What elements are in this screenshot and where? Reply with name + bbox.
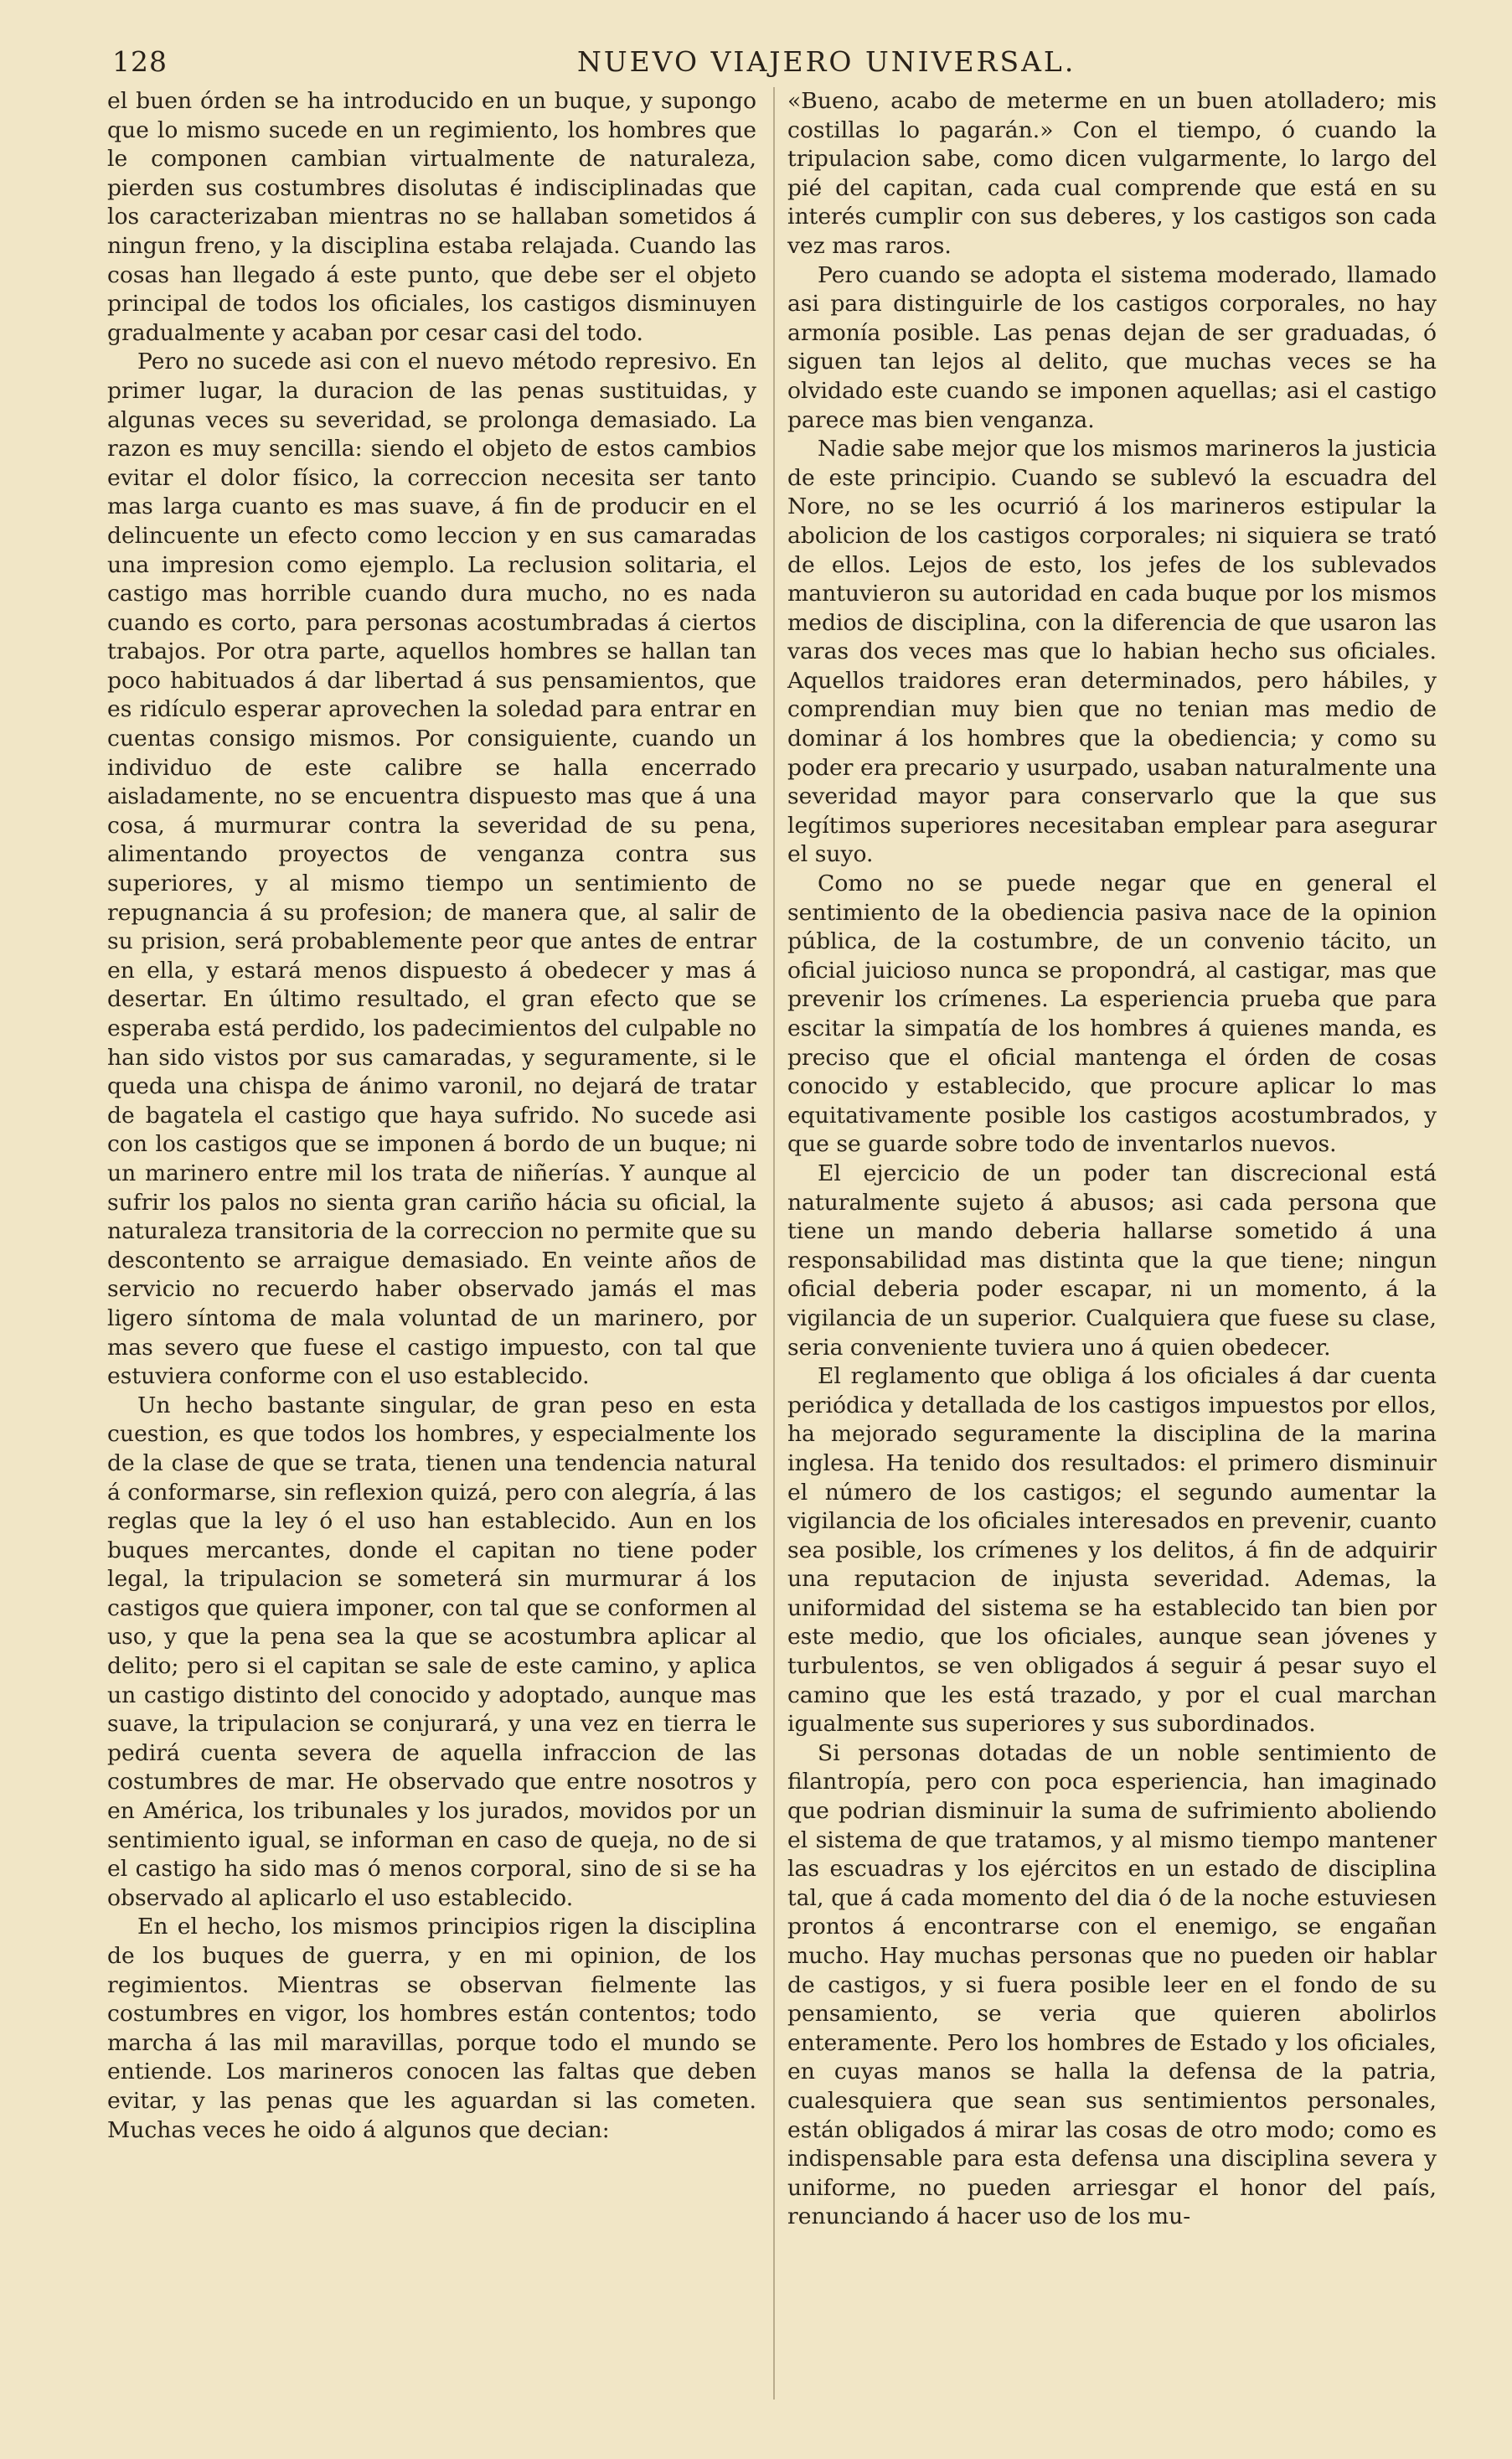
column-divider — [773, 87, 775, 2400]
paragraph: el buen órden se ha introducido en un buque, y supongo que lo mismo sucede en un regimiento, los hombres que le componen cambian virtualmente de naturaleza, pierden sus costumbres disolutas é indisciplinadas que los caracterizaban mientras no se hallaban sometidos á ningun freno, y la disciplina estaba relajada. Cuando las cosas han llegado á este punto, que debe ser el objeto principal de todos los oficiales, los castigos disminuyen gradualmente y acaban por cesar casi del todo. — [107, 88, 756, 346]
right-column — [787, 87, 1437, 2232]
paragraph: El ejercicio de un poder tan discrecional está naturalmente sujeto á abusos; asi cada persona que tiene un mando deberia hallarse sometido á una responsabilidad mas distinta que la que tiene; ningun oficial deberia poder escapar, ni un momento, á la vigilancia de un superior. Cualquiera que fuese su clase, seria conveniente tuviera uno á quien obedecer. — [787, 1160, 1437, 1361]
paragraph: Como no se puede negar que en general el sentimiento de la obediencia pasiva nace de la opinion pública, de la costumbre, de un convenio tácito, un oficial juicioso nunca se propondrá, al castigar, mas que prevenir los crímenes. La esperiencia prueba que para escitar la simpatía de los hombres á quienes manda, es preciso que el oficial mantenga el órden de cosas conocido y establecido, que procure aplicar lo mas equitativamente posible los castigos acostumbrados, y que se guarde sobre todo de inventarlos nuevos. — [787, 870, 1437, 1158]
page-number: 128 — [112, 45, 168, 78]
paragraph: «Bueno, acabo de meterme en un buen atolladero; mis costillas lo pagarán.» Con el tiempo, ó cuando la tripulacion sabe, como dicen vulgarmente, lo largo del pié del capitan, cada cual comprende que está en su interés cumplir con sus deberes, y los castigos son cada vez mas raros. — [787, 88, 1437, 259]
paragraph: Pero no sucede asi con el nuevo método represivo. En primer lugar, la duracion de las penas sustituidas, y algunas veces su severidad, se prolonga demasiado. La razon es muy sencilla: siendo el objeto de estos cambios evitar el dolor físico, la correccion necesita ser tanto mas larga cuanto es mas suave, á fin de producir en el delincuente un efecto como leccion y en sus camaradas una impresion como ejemplo. La reclusion solitaria, el castigo mas horrible cuando dura mucho, no es nada cuando es corto, para personas acostumbradas á ciertos trabajos. Por otra parte, aquellos hombres se hallan tan poco habituados á dar libertad á sus pensamientos, que es ridículo esperar aprovechen la soledad para entrar en cuentas consigo mismos. Por consiguiente, cuando un individuo de este calibre se halla encerrado aisladamente, no se encuentra dispuesto mas que á una cosa, á murmurar contra la severidad de su pena, alimentando proyectos de venganza contra sus superiores, y al mismo tiempo un sentimiento de repugnancia á su profesion; de manera que, al salir de su prision, será probablemente peor que antes de entrar en ella, y estará menos dispuesto á obedecer y mas á desertar. En último resultado, el gran efecto que se esperaba está perdido, los padecimientos del culpable no han sido vistos por sus camaradas, y seguramente, si le queda una chispa de ánimo varonil, no dejará de tratar de bagatela el castigo que haya sufrido. No sucede asi con los castigos que se imponen á bordo de un buque; ni un marinero entre mil los trata de niñerías. Y aunque al sufrir los palos no sienta gran cariño hácia su oficial, la naturaleza transitoria de la correccion no permite que su descontento se arraigue demasiado. En veinte años de servicio no recuerdo haber observado jamás el mas ligero síntoma de mala voluntad de un marinero, por mas severo que fuese el castigo impuesto, con tal que estuviera conforme con el uso establecido. — [107, 349, 756, 1390]
page-header — [112, 45, 1453, 87]
paragraph: Si personas dotadas de un noble sentimiento de filantropía, pero con poca esperiencia, han imaginado que podrian disminuir la suma de sufrimiento aboliendo el sistema de que tratamos, y al mismo tiempo mantener las escuadras y los ejércitos en un estado de disciplina tal, que á cada momento del dia ó de la noche estuviesen prontos á encontrarse con el enemigo, se engañan mucho. Hay muchas personas que no pueden oir hablar de castigos, y si fuera posible leer en el fondo de su pensamiento, se veria que quieren abolirlos enteramente. Pero los hombres de Estado y los oficiales, en cuyas manos se halla la defensa de la patria, cualesquiera que sean sus sentimientos personales, están obligados á mirar las cosas de otro modo; como es indispensable para esta defensa una disciplina severa y uniforme, no pueden arriesgar el honor del país, renunciando á hacer uso de los mu- — [787, 1739, 1437, 2230]
left-column — [107, 87, 756, 2145]
paragraph: En el hecho, los mismos principios rigen la disciplina de los buques de guerra, y en mi opinion, de los regimientos. Mientras se observan fielmente las costumbres en vigor, los hombres están contentos; todo marcha á las mil maravillas, porque todo el mundo se entiende. Los marineros conocen las faltas que deben evitar, y las penas que les aguardan si las cometen. Muchas veces he oido á algunos que decian: — [107, 1914, 756, 2143]
paragraph: Nadie sabe mejor que los mismos marineros la justicia de este principio. Cuando se sublevó la escuadra del Nore, no se les ocurrió á los marineros estipular la abolicion de los castigos corporales; ni siquiera se trató de ellos. Lejos de esto, los jefes de los sublevados mantuvieron su autoridad en cada buque por los mismos medios de disciplina, con la diferencia de que usaron las varas dos veces mas que lo habian hecho sus oficiales. Aquellos traidores eran determinados, pero hábiles, y comprendian muy bien que no tenian mas medio de dominar á los hombres que la obediencia; y como su poder era precario y usurpado, usaban naturalmente una severidad mayor para conservarlo que la que sus legítimos superiores necesitaban emplear para asegurar el suyo. — [787, 436, 1437, 868]
paragraph: El reglamento que obliga á los oficiales á dar cuenta periódica y detallada de los castigos impuestos por ellos, ha mejorado seguramente la disciplina de la marina inglesa. Ha tenido dos resultados: el primero disminuir el número de los castigos; el segundo aumentar la vigilancia de los oficiales interesados en prevenir, cuanto sea posible, los crímenes y los delitos, á fin de adquirir una reputacion de injusta severidad. Ademas, la uniformidad del sistema se ha establecido tan bien por este medio, que los oficiales, aunque sean jóvenes y turbulentos, se ven obligados á seguir á pesar suyo el camino que les está trazado, y por el cual marchan igualmente sus superiores y sus subordinados. — [787, 1363, 1437, 1738]
running-title: NUEVO VIAJERO UNIVERSAL. — [577, 45, 1076, 78]
paragraph: Un hecho bastante singular, de gran peso en esta cuestion, es que todos los hombres, y especialmente los de la clase de que se trata, tienen una tendencia natural á conformarse, sin reflexion quizá, pero con alegría, á las reglas que la ley ó el uso han establecido. Aun en los buques mercantes, donde el capitan no tiene poder legal, la tripulacion se someterá sin murmurar á los castigos que quiera imponer, con tal que se conformen al uso, y que la pena sea la que se acostumbra aplicar al delito; pero si el capitan se sale de este camino, y aplica un castigo distinto del conocido y adoptado, aunque mas suave, la tripulacion se conjurará, y una vez en tierra le pedirá cuenta severa de aquella infraccion de las costumbres de mar. He observado que entre nosotros y en América, los tribunales y los jurados, movidos por un sentimiento igual, se informan en caso de queja, no de si el castigo ha sido mas ó menos corporal, sino de si se ha observado al aplicarlo el uso establecido. — [107, 1392, 757, 1911]
paragraph: Pero cuando se adopta el sistema moderado, llamado asi para distinguirle de los castigos corporales, no hay armonía posible. Las penas dejan de ser graduadas, ó siguen tan lejos al delito, que muchas veces se ha olvidado este cuando se imponen aquellas; asi el castigo parece mas bien venganza. — [787, 261, 1437, 433]
